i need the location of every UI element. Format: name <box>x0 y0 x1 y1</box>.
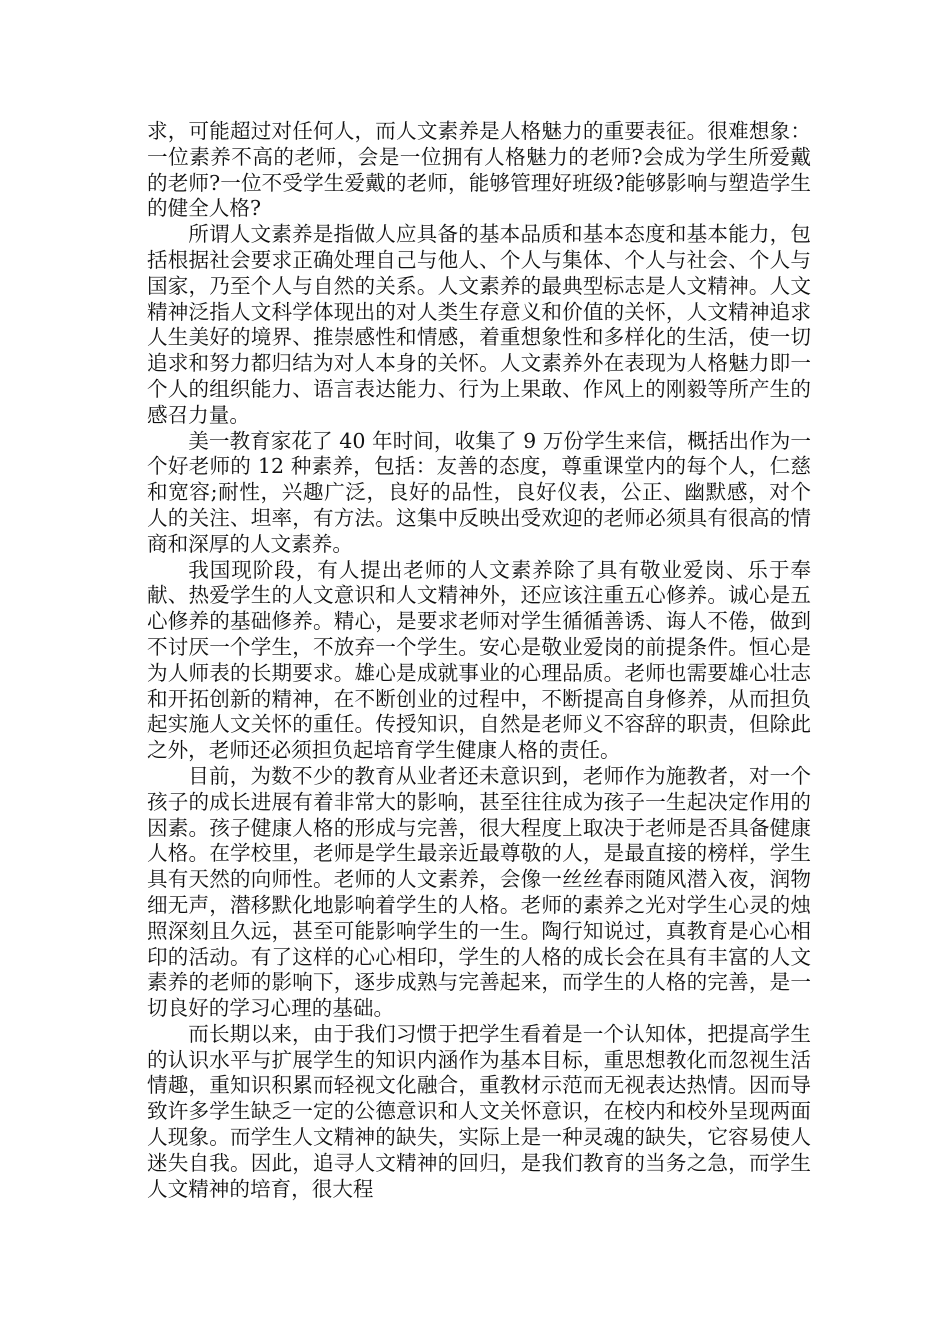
document-body <box>147 119 811 1202</box>
paragraph-five-hearts: 我国现阶段，有人提出老师的人文素养除了具有敬业爱岗、乐于奉献、热爱学生的人文意识和人文精神外，还应该注重五心修养。诚心是五心修养的基础修养。精心，是要求老师对学生循循善诱、诲人不倦，做到不讨厌一个学生，不放弃一个学生。安心是敬业爱岗的前提条件。恒心是为人师表的长期要求。雄心是成就事业的心理品质。老师也需要雄心壮志和开拓创新的精神，在不断创业的过程中，不断提高自身修养，从而担负起实施人文关怀的重任。传授知识，自然是老师义不容辞的职责，但除此之外，老师还必须担负起培育学生健康人格的责任。 <box>147 557 811 763</box>
paragraph-humanistic-literacy-definition: 所谓人文素养是指做人应具备的基本品质和基本态度和基本能力，包括根据社会要求正确处理自己与他人、个人与集体、个人与社会、个人与国家，乃至个人与自然的关系。人文素养的最典型标志是人文精神。人文精神泛指人文科学体现出的对人类生存意义和价值的关怀，人文精神追求人生美好的境界、推崇感性和情感，着重想象性和多样化的生活，使一切追求和努力都归结为对人本身的关怀。人文素养外在表现为人格魅力即一个人的组织能力、语言表达能力、行为上果敢、作风上的刚毅等所产生的感召力量。 <box>147 222 811 427</box>
paragraph-continuation: 求，可能超过对任何人，而人文素养是人格魅力的重要表征。很难想象：一位素养不高的老师，会是一位拥有人格魅力的老师?会成为学生所爱戴的老师?一位不受学生爱戴的老师，能够管理好班级?能够影响与塑造学生的健全人格? <box>147 119 811 221</box>
paragraph-teacher-influence: 目前，为数不少的教育从业者还未意识到，老师作为施教者，对一个孩子的成长进展有着非常大的影响，甚至往往成为孩子一生起决定作用的因素。孩子健康人格的形成与完善，很大程度上取决于老师是否具备健康人格。在学校里，老师是学生最亲近最尊敬的人，是最直接的榜样，学生具有天然的向师性。老师的人文素养，会像一丝丝春雨随风潜入夜，润物细无声，潜移默化地影响着学生的人格。老师的素养之光对学生心灵的烛照深刻且久远，甚至可能影响学生的一生。陶行知说过，真教育是心心相印的活动。有了这样的心心相印，学生的人格的成长会在具有丰富的人文素养的老师的影响下，逐步成熟与完善起来，而学生的人格的完善，是一切良好的学习心理的基础。 <box>147 763 811 1021</box>
paragraph-twelve-qualities: 美一教育家花了 40 年时间，收集了 9 万份学生来信，概括出作为一个好老师的 12 种素养，包括：友善的态度，尊重课堂内的每个人，仁慈和宽容;耐性，兴趣广泛，良好的品性，良好仪表，公正、幽默感，对个人的关注、坦率，有方法。这集中反映出受欢迎的老师必须具有很高的情商和深厚的人文素养。 <box>147 428 811 556</box>
paragraph-humanistic-spirit-loss: 而长期以来，由于我们习惯于把学生看着是一个认知体，把提高学生的认识水平与扩展学生的知识内涵作为基本目标，重思想教化而忽视生活情趣，重知识积累而轻视文化融合，重教材示范而无视表达热情。因而导致许多学生缺乏一定的公德意识和人文关怀意识，在校内和校外呈现两面人现象。而学生人文精神的缺失，实际上是一种灵魂的缺失，它容易使人迷失自我。因此，追寻人文精神的回归，是我们教育的当务之急，而学生人文精神的培育，很大程 <box>147 1021 811 1201</box>
